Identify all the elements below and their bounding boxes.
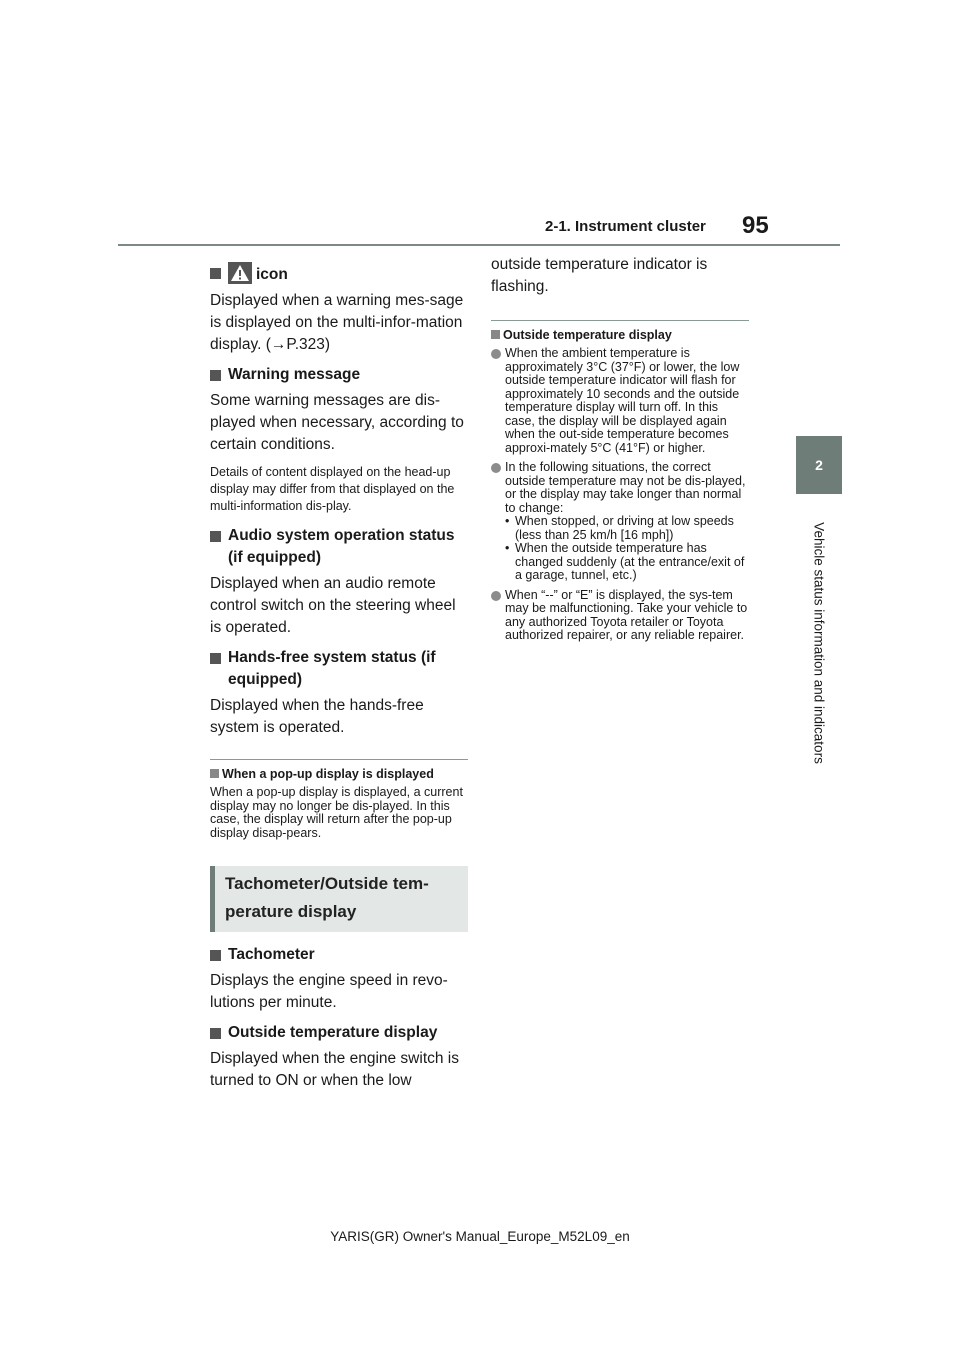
sub-list-item: • When the outside temperature has changed suddenly (at the entrance/exit of a garage, tunnel, etc.) xyxy=(505,542,749,583)
chapter-tab: 2 xyxy=(796,436,842,494)
continued-body: outside temperature indicator is flashing. xyxy=(491,256,708,295)
list-item xyxy=(491,461,749,583)
chapter-side-text: Vehicle status information and indicators xyxy=(811,522,827,764)
sub-list-item: • When stopped, or driving at low speeds (less than 25 km/h [16 mph]) xyxy=(505,515,749,542)
square-bullet-icon xyxy=(210,653,221,664)
circle-bullet-icon xyxy=(491,591,501,601)
note-divider xyxy=(491,320,749,321)
bullet-text: In the following situations, the correct outside temperature may not be dis-played, or the display may take longer than normal to change: xyxy=(505,460,746,515)
note-divider xyxy=(210,759,468,760)
page-number: 95 xyxy=(742,212,769,239)
tachometer-heading xyxy=(210,944,468,966)
warning-message-note: Details of content displayed on the head-up display may differ from that displayed on the multi-information dis-play. xyxy=(210,465,455,513)
warning-triangle-icon xyxy=(228,262,252,284)
icon-heading-text: icon xyxy=(256,266,288,283)
popup-note-heading-text: When a pop-up display is displayed xyxy=(222,767,434,781)
bullet-text: When “--” or “E” is displayed, the sys-tem may be malfunctioning. Take your vehicle to any authorized Toyota retailer or Toyota authorized repairer, or any reliable repairer. xyxy=(505,587,748,642)
square-bullet-icon xyxy=(210,370,221,381)
bullet-text: When the ambient temperature is approximately 3°C (37°F) or lower, the low outside temperature indicator will flash for approximately 10 seconds and the outside temperature display will turn off. In this case, the display will be displayed again when the out-side temperature becomes approxi-mately 5°C (41°F) or higher. xyxy=(505,346,740,455)
tachometer-heading-text: Tachometer xyxy=(228,946,315,963)
outside-temp-body: Displayed when the engine switch is turned to ON or when the low xyxy=(210,1050,459,1089)
square-bullet-icon xyxy=(210,950,221,961)
circle-bullet-icon xyxy=(491,349,501,359)
circle-bullet-icon xyxy=(491,463,501,473)
section-title: 2-1. Instrument cluster xyxy=(545,218,706,235)
hands-free-heading-text: Hands-free system status (if equipped) xyxy=(228,649,436,688)
hands-free-heading xyxy=(210,647,468,691)
popup-note-body: When a pop-up display is displayed, a current display may no longer be dis-played. In this case, the display will return after the pop-up display disap-pears. xyxy=(210,785,463,840)
footer: YARIS(GR) Owner's Manual_Europe_M52L09_en xyxy=(330,1229,630,1244)
square-bullet-icon xyxy=(491,330,500,339)
list-item xyxy=(491,347,749,455)
icon-body: Displayed when a warning mes-sage is displayed on the multi-infor-mation display. (→P.323) xyxy=(210,292,464,353)
hands-free-body: Displayed when the hands-free system is operated. xyxy=(210,697,424,736)
outside-note-heading-text: Outside temperature display xyxy=(503,328,672,342)
header-divider xyxy=(118,244,840,246)
audio-heading-text: Audio system operation status (if equipped) xyxy=(228,527,455,566)
square-bullet-icon xyxy=(210,769,219,778)
audio-heading xyxy=(210,525,468,569)
outside-temp-heading-text: Outside temperature display xyxy=(228,1024,438,1041)
outside-temp-heading xyxy=(210,1022,468,1044)
warning-message-heading-text: Warning message xyxy=(228,366,361,383)
square-bullet-icon xyxy=(210,268,221,279)
square-bullet-icon xyxy=(210,531,221,542)
right-column xyxy=(491,254,749,649)
list-item xyxy=(491,589,749,643)
popup-note-heading xyxy=(210,766,468,782)
icon-heading xyxy=(210,262,468,286)
outside-note-heading xyxy=(491,327,749,343)
square-bullet-icon xyxy=(210,1028,221,1039)
audio-body: Displayed when an audio remote control switch on the steering wheel is operated. xyxy=(210,575,456,636)
chapter-side-title xyxy=(807,506,831,780)
warning-message-body: Some warning messages are dis-played when necessary, according to certain conditions. xyxy=(210,392,464,453)
warning-message-heading xyxy=(210,364,468,386)
section-box-title: Tachometer/Outside tem-perature display xyxy=(210,866,468,932)
left-column xyxy=(210,262,468,1100)
tachometer-body: Displays the engine speed in revo-lutions per minute. xyxy=(210,972,448,1011)
